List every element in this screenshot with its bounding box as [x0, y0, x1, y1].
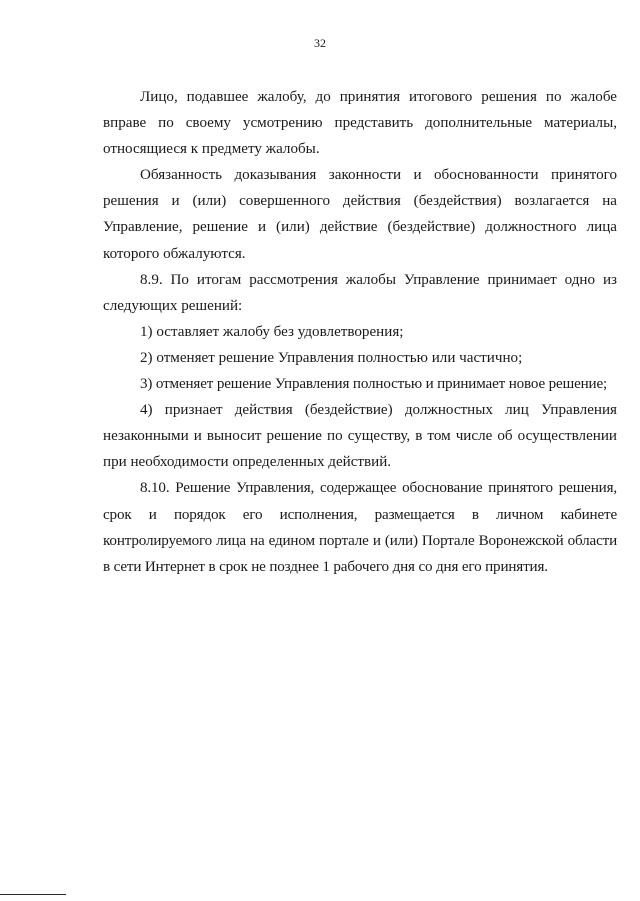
document-body	[103, 84, 617, 580]
list-item-1: 1) оставляет жалобу без удовлетворения;	[140, 323, 404, 340]
paragraph-section-8-9: 8.9. По итогам рассмотрения жалобы Управление принимает одно из следующих решений:	[103, 271, 617, 314]
list-item-2: 2) отменяет решение Управления полностью или частично;	[140, 349, 523, 366]
paragraph-section-8-10: 8.10. Решение Управления, содержащее обоснование принятого решения, срок и порядок его исполнения, размещается в личном кабинете контролируемого лица на едином портале и (или) Портале Воронежской области в сети Интернет в срок не позднее 1 рабочего дня со дня его принятия.	[103, 480, 617, 575]
list-item-4: 4) признает действия (бездействие) должностных лиц Управления незаконными и выносит решение по существу, в том числе об осуществлении при необходимости определенных действий.	[103, 402, 617, 471]
scan-edge-line	[0, 894, 66, 895]
paragraph-burden-of-proof: Обязанность доказывания законности и обоснованности принятого решения и (или) совершенного действия (бездействия) возлагается на Управление, решение и (или) действие (бездействие) должностного лица которого обжалуются.	[103, 167, 617, 262]
paragraph-additional-materials: Лицо, подавшее жалобу, до принятия итогового решения по жалобе вправе по своему усмотрению представить дополнительные материалы, относящиеся к предмету жалобы.	[103, 89, 617, 158]
list-item-3: 3) отменяет решение Управления полностью и принимает новое решение;	[140, 376, 608, 393]
page-number: 32	[314, 36, 326, 50]
